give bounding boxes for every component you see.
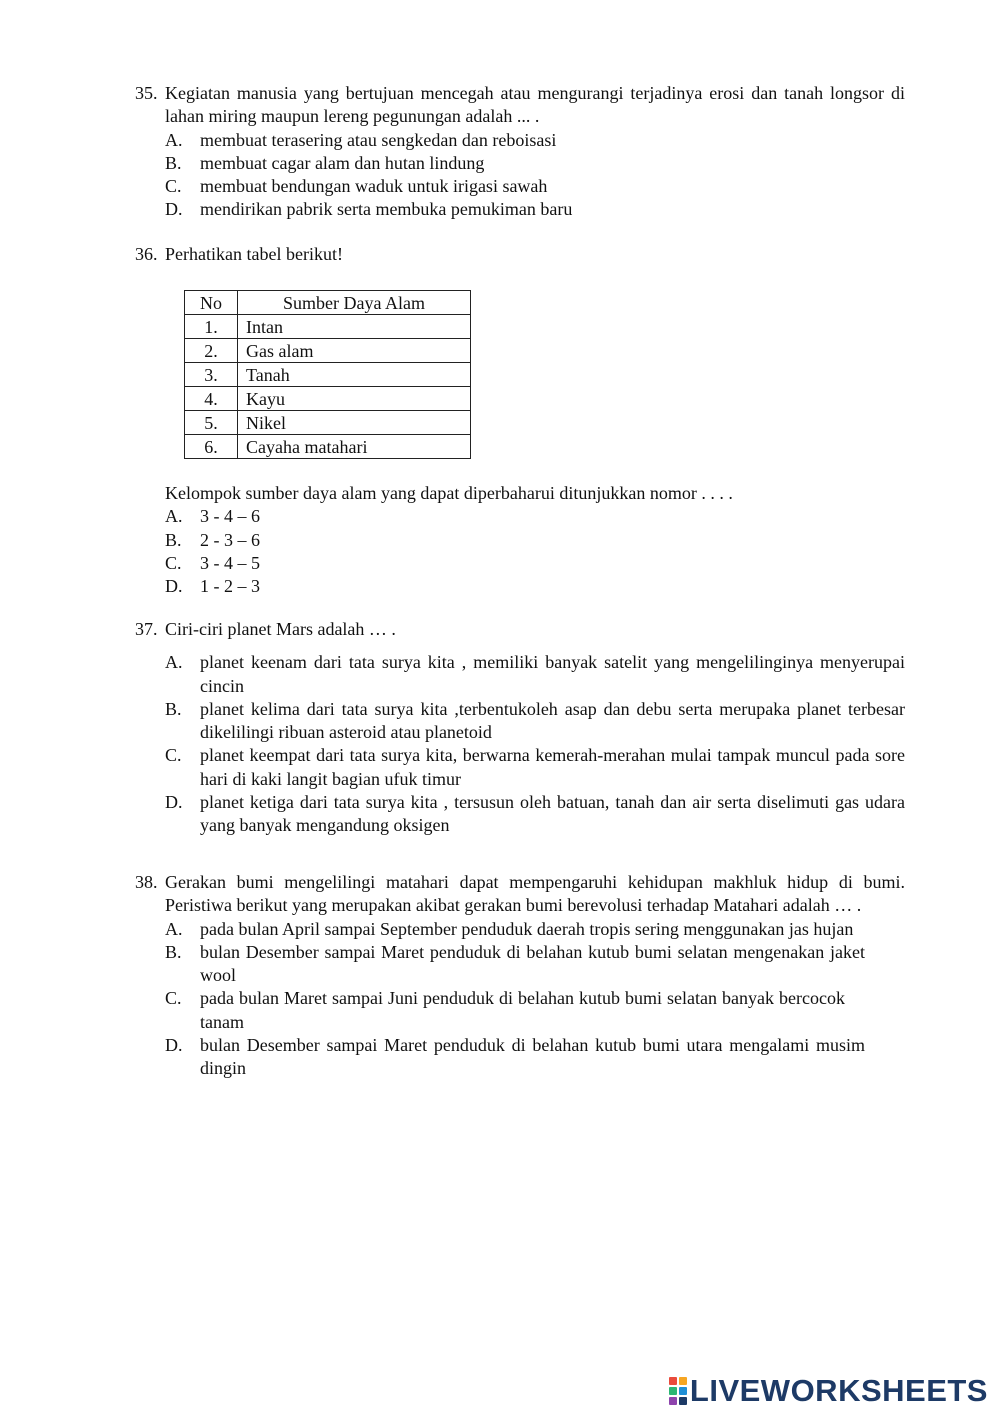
question-number: 37. <box>135 619 158 639</box>
option-text: planet keempat dari tata surya kita, berwarna kemerah-merahan mulai tampak muncul pada sore hari di kaki langit bagian ufuk timur <box>200 745 905 789</box>
option-d <box>165 575 905 598</box>
option-letter: A. <box>165 129 183 150</box>
question-number: 36. <box>135 244 158 264</box>
option-text: planet keenam dari tata surya kita , memiliki banyak satelit yang mengelilinginya menyerupai cincin <box>200 652 905 696</box>
question-number: 38. <box>135 872 158 892</box>
question-38 <box>135 871 905 1081</box>
mark-square <box>679 1397 687 1405</box>
option-c <box>165 987 905 1034</box>
table-row <box>185 411 471 435</box>
option-c <box>165 552 905 575</box>
table-header: No <box>185 291 238 315</box>
question-prompt: Kelompok sumber daya alam yang dapat diperbaharui ditunjukkan nomor . . . . <box>165 483 733 503</box>
option-text: planet kelima dari tata surya kita ,terbentukoleh asap dan debu serta merupaka planet terbesar dikelilingi ribuan asteroid atau planetoid <box>200 698 905 743</box>
table-cell: Gas alam <box>238 339 471 363</box>
table-cell: 4. <box>185 387 238 411</box>
option-letter: B. <box>165 941 182 962</box>
option-letter: B. <box>165 152 182 173</box>
table-row <box>185 363 471 387</box>
table-cell: Intan <box>238 315 471 339</box>
option-b <box>165 941 905 988</box>
answer-options <box>165 918 905 1081</box>
option-letter: D. <box>165 576 183 597</box>
option-c <box>165 175 905 198</box>
option-b <box>165 698 905 745</box>
option-a <box>165 129 905 152</box>
liveworksheets-mark-icon <box>669 1377 687 1405</box>
question-36-stem <box>135 243 905 266</box>
option-text: mendirikan pabrik serta membuka pemukiman baru <box>200 199 573 220</box>
table-cell: 6. <box>185 435 238 459</box>
table-row <box>185 339 471 363</box>
option-letter: D. <box>165 1035 183 1056</box>
option-text: membuat cagar alam dan hutan lindung <box>200 152 485 173</box>
question-36 <box>135 243 905 266</box>
answer-options <box>165 505 905 598</box>
option-letter: B. <box>165 698 182 719</box>
question-number: 35. <box>135 83 158 103</box>
option-text: pada bulan April sampai September penduduk daerah tropis sering menggunakan jas hujan <box>200 918 854 939</box>
option-d <box>165 791 905 838</box>
table-cell: 2. <box>185 339 238 363</box>
question-text: Ciri-ciri planet Mars adalah … . <box>165 619 396 639</box>
option-letter: B. <box>165 529 182 550</box>
mark-square <box>679 1387 687 1395</box>
option-text: 1 - 2 – 3 <box>200 576 260 597</box>
answer-options <box>165 651 905 837</box>
option-text: 3 - 4 – 5 <box>200 552 260 573</box>
option-text: pada bulan Maret sampai Juni penduduk di belahan kutub bumi selatan banyak bercocok tanam <box>200 988 845 1032</box>
option-c <box>165 744 905 791</box>
option-b <box>165 152 905 175</box>
liveworksheets-logo <box>669 1374 988 1408</box>
option-text: bulan Desember sampai Maret penduduk di belahan kutub bumi utara mengalami musim dingin <box>200 1035 865 1079</box>
logo-text: LIVEWORKSHEETS <box>689 1373 988 1408</box>
option-letter: D. <box>165 792 183 813</box>
option-letter: A. <box>165 918 183 939</box>
table-row <box>185 387 471 411</box>
mark-square <box>669 1377 677 1385</box>
table-cell: Cayaha matahari <box>238 435 471 459</box>
table-header: Sumber Daya Alam <box>238 291 471 315</box>
table-cell: Nikel <box>238 411 471 435</box>
table-cell: Tanah <box>238 363 471 387</box>
question-text: Perhatikan tabel berikut! <box>165 244 343 264</box>
option-letter: C. <box>165 745 182 766</box>
table-header-row <box>185 291 471 315</box>
table-cell: Kayu <box>238 387 471 411</box>
option-a <box>165 505 905 528</box>
mark-square <box>669 1397 677 1405</box>
option-d <box>165 198 905 221</box>
option-text: 3 - 4 – 6 <box>200 506 260 527</box>
option-b <box>165 529 905 552</box>
answer-options <box>165 129 905 222</box>
option-letter: C. <box>165 176 182 197</box>
table-row <box>185 315 471 339</box>
option-letter: A. <box>165 652 183 673</box>
question-text: Gerakan bumi mengelilingi matahari dapat mempengaruhi kehidupan makhluk hidup di bumi. Peristiwa berikut yang merupakan akibat gerakan bumi berevolusi terhadap Matahari adalah … . <box>165 872 905 916</box>
option-text: 2 - 3 – 6 <box>200 529 260 550</box>
question-37-stem <box>135 618 905 641</box>
option-letter: D. <box>165 199 183 220</box>
question-36-prompt-block <box>135 482 905 598</box>
question-37 <box>135 618 905 838</box>
option-d <box>165 1034 905 1081</box>
option-letter: A. <box>165 506 183 527</box>
option-letter: C. <box>165 988 182 1009</box>
option-text: membuat bendungan waduk untuk irigasi sawah <box>200 176 548 197</box>
table-cell: 1. <box>185 315 238 339</box>
table-row <box>185 435 471 459</box>
question-35 <box>135 82 905 222</box>
option-letter: C. <box>165 552 182 573</box>
table-cell: 3. <box>185 363 238 387</box>
question-38-stem <box>135 871 905 918</box>
question-35-stem <box>135 82 905 129</box>
question-36-prompt <box>135 482 905 505</box>
mark-square <box>679 1377 687 1385</box>
option-a <box>165 651 905 698</box>
option-text: membuat terasering atau sengkedan dan reboisasi <box>200 129 557 150</box>
option-text: bulan Desember sampai Maret penduduk di belahan kutub bumi selatan mengenakan jaket wool <box>200 941 865 986</box>
table-cell: 5. <box>185 411 238 435</box>
natural-resources-table <box>184 290 471 459</box>
option-text: planet ketiga dari tata surya kita , tersusun oleh batuan, tanah dan air serta diselimuti gas udara yang banyak mengandung oksigen <box>200 792 905 836</box>
option-a <box>165 918 905 941</box>
question-text: Kegiatan manusia yang bertujuan mencegah atau mengurangi terjadinya erosi dan tanah longsor di lahan miring maupun lereng pegunungan adalah ... . <box>165 83 905 127</box>
mark-square <box>669 1387 677 1395</box>
